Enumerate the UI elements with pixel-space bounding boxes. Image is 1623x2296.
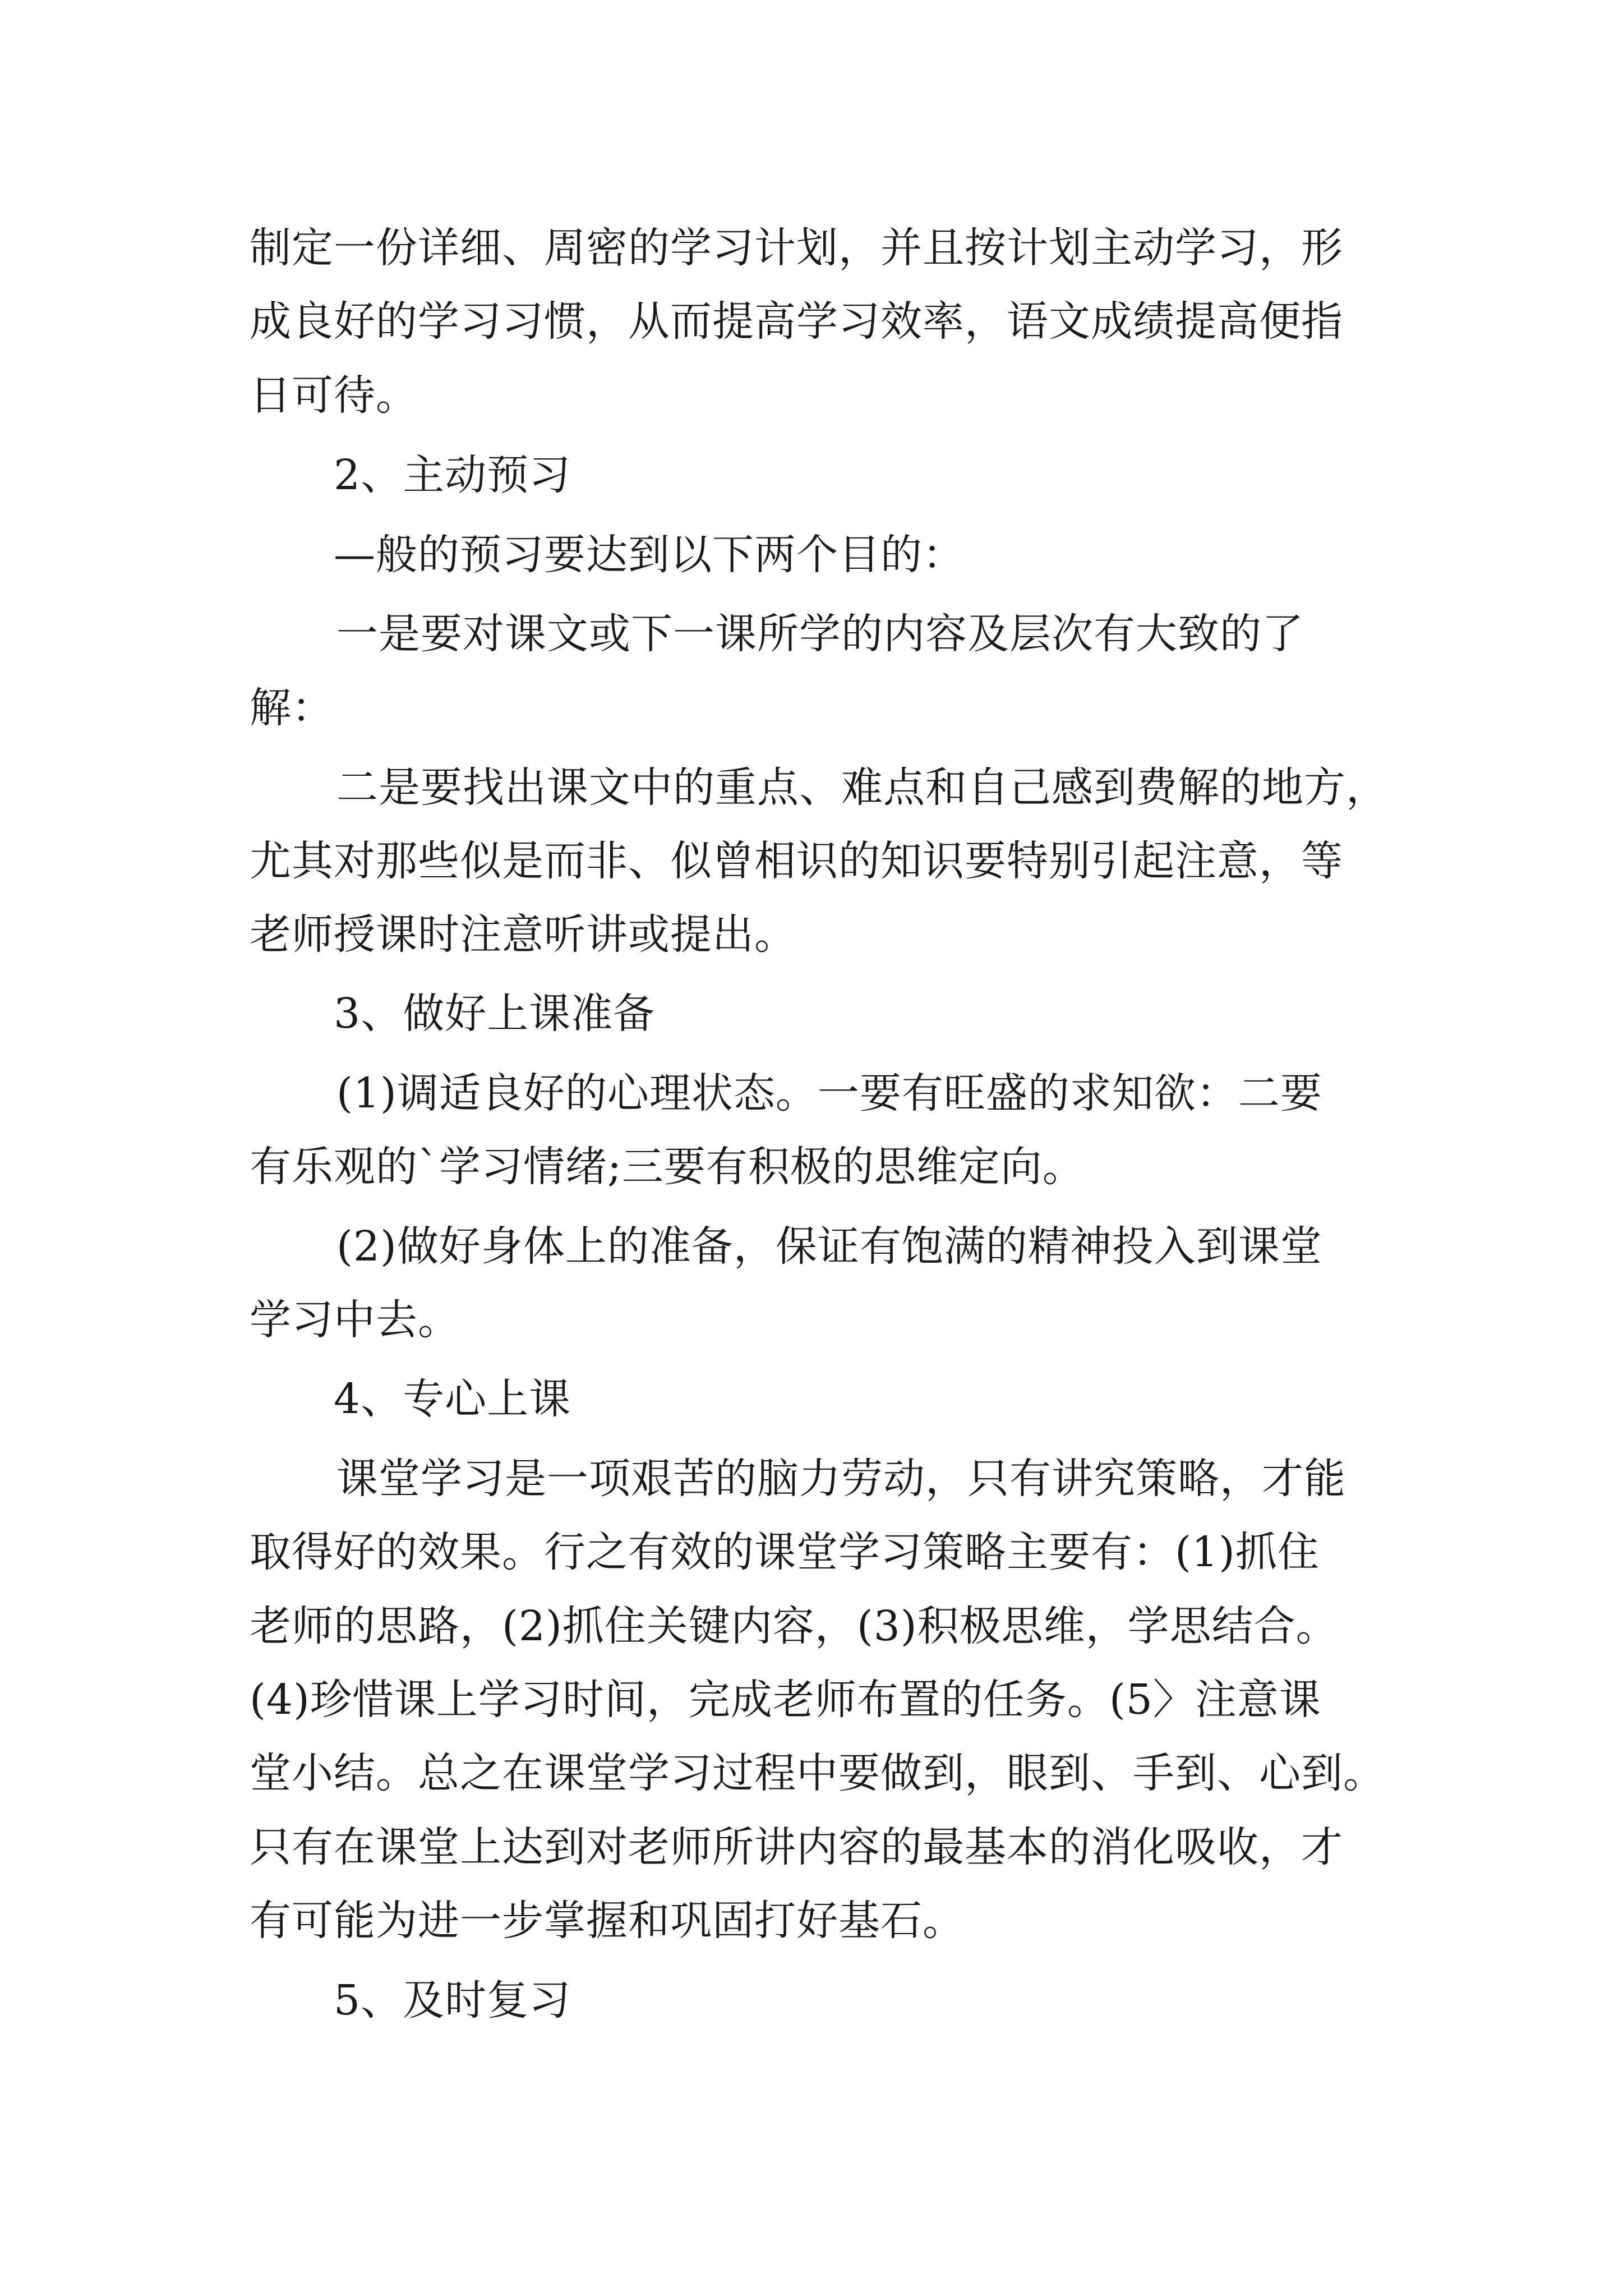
text-line: 学习中去。	[250, 1296, 460, 1344]
text-line: (4)珍惜课上学习时间，完成老师布置的任务。(5〉注意课	[250, 1676, 1321, 1724]
text-line: 日可待。	[250, 371, 418, 420]
section-heading: 4、专心上课	[334, 1375, 571, 1423]
text-line: 解：	[250, 684, 334, 732]
text-line: 有乐观的`学习情绪;三要有积极的思维定向。	[250, 1143, 1085, 1191]
text-line: 一是要对课文或下一课所学的内容及层次有大致的了	[336, 610, 1304, 658]
text-line: 老师的思路，(2)抓住关键内容，(3)积极思维，学思结合。	[250, 1602, 1338, 1650]
text-line: 尤其对那些似是而非、似曾相识的知识要特别引起注意，等	[250, 837, 1343, 885]
section-heading: 5、及时复习	[334, 1976, 571, 2024]
section-heading: 3、做好上课准备	[334, 990, 656, 1038]
text-line: 只有在课堂上达到对老师所讲内容的最基本的消化吸收，才	[250, 1823, 1343, 1871]
text-line: 老师授课时注意听讲或提出。	[250, 910, 796, 959]
text-line: 二是要找出课文中的重点、难点和自己感到费解的地方，	[336, 763, 1388, 812]
section-heading: 2、主动预习	[334, 451, 571, 499]
text-line: 取得好的效果。行之有效的课堂学习策略主要有：(1)抓住	[250, 1528, 1320, 1576]
text-line: (2)做好身体上的准备，保证有饱满的精神投入到课堂	[336, 1222, 1322, 1271]
text-line: 堂小结。总之在课堂学习过程中要做到，眼到、手到、心到。	[250, 1749, 1385, 1797]
text-line: 成良好的学习习惯，从而提高学习效率，语文成绩提高便指	[250, 297, 1343, 346]
text-line: 课堂学习是一项艰苦的脑力劳动，只有讲究策略，才能	[336, 1455, 1346, 1503]
text-line: (1)调适良好的心理状态。一要有旺盛的求知欲：二要	[336, 1069, 1322, 1117]
text-line: 制定一份详细、周密的学习计划，并且按计划主动学习，形	[250, 224, 1343, 272]
text-line: —般的预习要达到以下两个目的：	[334, 531, 965, 579]
text-line: 有可能为进一步掌握和巩固打好基石。	[250, 1897, 965, 1945]
